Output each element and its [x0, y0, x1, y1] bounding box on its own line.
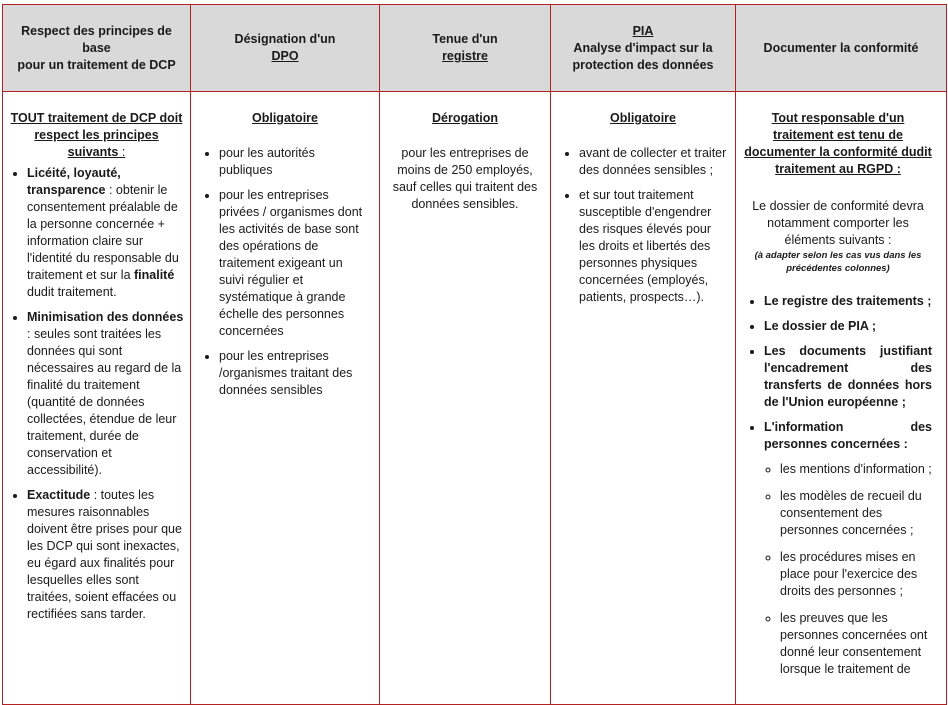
header-dpo: Désignation d'un DPO: [191, 5, 380, 92]
list-item: • Exactitude : toutes les mesures raisonnables doivent être prises pour que les DCP qui sont inexactes, eu égard aux finalités pour lesquelles elles sont traitées, soient effacées ou rectifiées sans tarder.: [27, 487, 184, 623]
cell-principes: [3, 92, 191, 705]
sub-list-item: ◦ les preuves que les personnes concernées ont donné leur consentement lorsque le traitement de: [780, 610, 932, 678]
cell-dpo: [191, 92, 380, 705]
header-principes: Respect des principes de base pour un traitement de DCP: [3, 5, 191, 92]
pia-title: Obligatoire: [610, 111, 676, 125]
list-item: • Minimisation des données : seules sont traitées les données qui sont nécessaires au regard de la finalité du traitement (quantité de données collectées, étendue de leur traitement, durée de conservation et accessibilité).: [27, 309, 184, 479]
dpo-title: Obligatoire: [252, 111, 318, 125]
list-item: • Le dossier de PIA ;: [764, 318, 932, 335]
body-row: [3, 92, 947, 705]
registre-title: Dérogation: [432, 111, 498, 125]
list-item: • et sur tout traitement susceptible d'engendrer des risques élevés pour les droits et libertés des personnes physiques concernées (employés, patients, prospects…).: [579, 187, 727, 306]
conformite-intro: Le dossier de conformité devra notamment comporter les éléments suivants :: [752, 199, 924, 247]
cell-pia: [551, 92, 736, 705]
rgpd-table: [2, 4, 947, 705]
list-item: • L'information des personnes concernées : ◦ les mentions d'information ; ◦ les modèles de recueil du consentement des personnes concernées ; ◦ les procédures mises en place pour l'exercice des droits des personnes ; ◦ les preuves que les personnes concernées ont donné leur consentement lorsque le traitement de: [764, 419, 932, 678]
header-registre: Tenue d'un registre: [380, 5, 551, 92]
header-conformite: Documenter la conformité: [736, 5, 947, 92]
cell-conformite: [736, 92, 947, 705]
list-item: • pour les entreprises /organismes traitant des données sensibles: [219, 348, 371, 399]
conformite-title: Tout responsable d'un traitement est tenu de documenter la conformité dudit traitement au RGPD :: [744, 111, 932, 176]
list-item: • Les documents justifiant l'encadrement des transferts de données hors de l'Union européenne ;: [764, 343, 932, 411]
sub-list-item: ◦ les mentions d'information ;: [780, 461, 932, 478]
header-pia: PIA Analyse d'impact sur la protection des données: [551, 5, 736, 92]
sub-list-item: ◦ les modèles de recueil du consentement des personnes concernées ;: [780, 488, 932, 539]
cell-registre: [380, 92, 551, 705]
list-item: • avant de collecter et traiter des données sensibles ;: [579, 145, 727, 179]
list-item: • pour les autorités publiques: [219, 145, 371, 179]
list-item: • Licéité, loyauté, transparence : obtenir le consentement préalable de la personne concernée + information claire sur l'identité du responsable du traitement et sur la finalité dudit traitement.: [27, 165, 184, 301]
list-item: • Le registre des traitements ;: [764, 293, 932, 310]
list-item: • pour les entreprises privées / organismes dont les activités de base sont des opérations de traitement exigeant un suivi régulier et systématique à grande échelle des personnes concernées: [219, 187, 371, 340]
registre-text: pour les entreprises de moins de 250 employés, sauf celles qui traitent des données sensibles.: [392, 146, 538, 211]
header-row: [3, 5, 947, 92]
sub-list-item: ◦ les procédures mises en place pour l'exercice des droits des personnes ;: [780, 549, 932, 600]
principes-title: TOUT traitement de DCP doit respect les principes suivants :: [10, 111, 183, 159]
conformite-note: (à adapter selon les cas vus dans les précédentes colonnes): [754, 250, 922, 274]
sub-list: [764, 461, 932, 678]
